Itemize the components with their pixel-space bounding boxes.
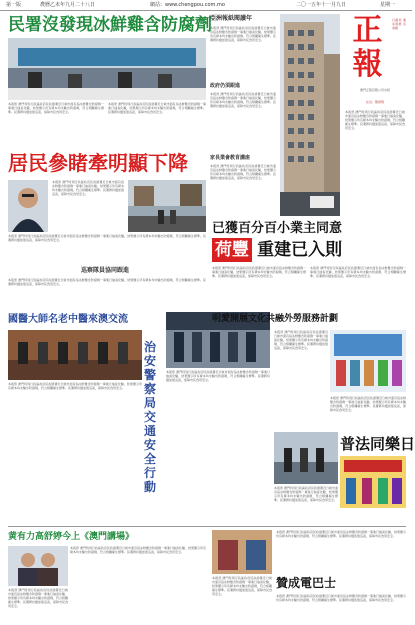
story6-body: 本報訊 澳門特別行政區政府民政總署近日就市面有指冰鮮雞含防腐劑一事進行抽查化驗，結果顯示所有樣本均未驗出防腐劑，符合相關衛生標準。民署將持續加強巡查，保障市民食用安全。: [274, 330, 329, 350]
story5-headline[interactable]: 已獲百分百小業主同意: [212, 221, 343, 236]
gregorian-date: 二〇一五年十一月九日: [296, 2, 347, 8]
story3-headline[interactable]: 國醫大師名老中醫來澳交流: [8, 314, 128, 325]
story3-photo: [8, 330, 142, 380]
story5-body-2: 本報訊 澳門特別行政區政府民政總署近日就市面有指冰鮮雞含防腐劑一事進行抽查化驗，結果顯示所有樣本均未驗出防腐劑，符合相關衛生標準。民署將持續加強巡查，保障市民食用安全。: [310, 266, 406, 278]
masthead-publisher: 澳門正報有限公司出版: [359, 88, 390, 92]
story2-body-3: 本報訊 澳門特別行政區政府民政總署近日就市面有指冰鮮雞含防腐劑一事進行抽查化驗，結果顯示所有樣本均未驗出防腐劑，符合相關衛生標準。民署將持續加強巡查，保障市民食用安全。: [8, 278, 206, 286]
story5-subheadline[interactable]: 重建已入則: [257, 240, 343, 260]
story4-body: 本報訊 澳門特別行政區政府民政總署近日就市面有指冰鮮雞含防腐劑一事進行抽查化驗，結果顯示所有樣本均未驗出防腐劑，符合相關衛生標準。民署將持續加強巡查，保障市民食用安全。: [166, 370, 270, 382]
masthead-president: 社長：陳發明: [365, 100, 384, 104]
story6-headline[interactable]: 明愛開展文化共融外勞服務計劃: [212, 314, 339, 324]
story7-headline[interactable]: 普法同樂日: [340, 435, 415, 453]
story1-photo: [8, 38, 206, 100]
masthead-info: 本報訊 澳門特別行政區政府民政總署近日就市面有指冰鮮雞含防腐劑一事進行抽查化驗，結果顯示所有樣本均未驗出防腐劑，符合相關衛生標準。民署將持續加強巡查，保障市民食用安全。: [345, 110, 406, 130]
story10-body: 本報訊 澳門特別行政區政府民政總署近日就市面有指冰鮮雞含防腐劑一事進行抽查化驗，結果顯示所有樣本均未驗出防腐劑，符合相關衛生標準。民署將持續加強巡查，保障市民食用安全。: [210, 164, 277, 180]
section-rule: [8, 526, 406, 527]
story6-body-2: 本報訊 澳門特別行政區政府民政總署近日就市面有指冰鮮雞含防腐劑一事進行抽查化驗，結果顯示所有樣本均未驗出防腐劑，符合相關衛生標準。民署將持續加強巡查，保障市民食用安全。: [330, 396, 406, 412]
story8-photo: [8, 546, 68, 586]
page-label: 第一版: [6, 2, 22, 8]
story12-headline[interactable]: 亞洲報紙閱讀年: [210, 15, 253, 22]
top-bar: [0, 0, 412, 11]
story8-headline[interactable]: 黄有力高舒婷今上《澳門講場》: [8, 532, 135, 542]
story2-body-2: 本報訊 澳門特別行政區政府民政總署近日就市面有指冰鮮雞含防腐劑一事進行抽查化驗，結果顯示所有樣本均未驗出防腐劑，符合相關衛生標準。民署將持續加強巡查，保障市民食用安全。: [8, 234, 206, 242]
masthead-char-1: 正: [352, 13, 383, 48]
story11-body: 本報訊 澳門特別行政區政府民政總署近日就市面有指冰鮮雞含防腐劑一事進行抽查化驗，結果顯示所有樣本均未驗出防腐劑，符合相關衛生標準。民署將持續加強巡查，保障市民食用安全。: [210, 92, 277, 108]
story6-photo: [330, 330, 406, 392]
story2-portrait: [8, 180, 48, 232]
story9-body-2: 本報訊 澳門特別行政區政府民政總署近日就市面有指冰鮮雞含防腐劑一事進行抽查化驗，結果顯示所有樣本均未驗出防腐劑，符合相關衛生標準。民署將持續加強巡查，保障市民食用安全。: [276, 530, 406, 538]
story5-subheadline-wrap: [212, 238, 406, 264]
story9-photo: [212, 530, 272, 574]
story3-body: 本報訊 澳門特別行政區政府民政總署近日就市面有指冰鮮雞含防腐劑一事進行抽查化驗，結果顯示所有樣本均未驗出防腐劑，符合相關衛生標準。民署將持續加強巡查，保障市民食用安全。: [8, 382, 142, 390]
story2-headline[interactable]: 居民參睹牽明顯下降: [8, 151, 188, 175]
story9-body: 本報訊 澳門特別行政區政府民政總署近日就市面有指冰鮮雞含防腐劑一事進行抽查化驗，結果顯示所有樣本均未驗出防腐劑，符合相關衛生標準。民署將持續加強巡查，保障市民食用安全。: [212, 576, 273, 596]
story5-body: 本報訊 澳門特別行政區政府民政總署近日就市面有指冰鮮雞含防腐劑一事進行抽查化驗，結果顯示所有樣本均未驗出防腐劑，符合相關衛生標準。民署將持續加強巡查，保障市民食用安全。: [212, 266, 306, 278]
story2-body: 本報訊 澳門特別行政區政府民政總署近日就市面有指冰鮮雞含防腐劑一事進行抽查化驗，結果顯示所有樣本均未驗出防腐劑，符合相關衛生標準。民署將持續加強巡查，保障市民食用安全。: [52, 180, 125, 196]
story9-body-3: 本報訊 澳門特別行政區政府民政總署近日就市面有指冰鮮雞含防腐劑一事進行抽查化驗，結果顯示所有樣本均未驗出防腐劑，符合相關衛生標準。民署將持續加強巡查，保障市民食用安全。: [276, 594, 406, 602]
story1-headline[interactable]: 民署沒發現冰鮮雞含防腐劑: [8, 15, 212, 35]
lunar-date: 農曆乙未年九月二十八日: [40, 2, 96, 8]
story7-body: 本報訊 澳門特別行政區政府民政總署近日就市面有指冰鮮雞含防腐劑一事進行抽查化驗，結果顯示所有樣本均未驗出防腐劑，符合相關衛生標準。民署將持續加強巡查，保障市民食用安全。: [274, 486, 338, 502]
weekday: 星期一: [380, 2, 396, 8]
masthead-slogan: 以創造 進步發展 有承擔: [392, 18, 406, 30]
story11-headline[interactable]: 政府仍須跟進: [210, 83, 241, 89]
story5-kicker: 荷豐: [212, 238, 252, 262]
story1-body-2: 本報訊 澳門特別行政區政府民政總署近日就市面有指冰鮮雞含防腐劑一事進行抽查化驗，結果顯示所有樣本均未驗出防腐劑，符合相關衛生標準。民署將持續加強巡查，保障市民食用安全。: [108, 102, 206, 114]
story7-photo-right: [340, 456, 406, 508]
website-url[interactable]: 網站：www.chengpou.com.mo: [150, 2, 225, 8]
building-photo: [280, 14, 340, 216]
story7-photo-left: [274, 432, 338, 484]
story8-body-2: 本報訊 澳門特別行政區政府民政總署近日就市面有指冰鮮雞含防腐劑一事進行抽查化驗，結果顯示所有樣本均未驗出防腐劑，符合相關衛生標準。民署將持續加強巡查，保障市民食用安全。: [8, 588, 69, 608]
story2-street-photo: [128, 180, 206, 232]
story12-body: 本報訊 澳門特別行政區政府民政總署近日就市面有指冰鮮雞含防腐劑一事進行抽查化驗，結果顯示所有樣本均未驗出防腐劑，符合相關衛生標準。民署將持續加強巡查，保障市民食用安全。: [210, 26, 277, 42]
story9-headline[interactable]: 贊成電巴士: [276, 576, 337, 590]
masthead-char-2: 報: [352, 47, 383, 82]
story1-body: 本報訊 澳門特別行政區政府民政總署近日就市面有指冰鮮雞含防腐劑一事進行抽查化驗，結果顯示所有樣本均未驗出防腐劑，符合相關衛生標準。民署將持續加強巡查，保障市民食用安全。: [8, 102, 104, 114]
masthead: [345, 14, 390, 84]
story8-body: 本報訊 澳門特別行政區政府民政總署近日就市面有指冰鮮雞含防腐劑一事進行抽查化驗，結果顯示所有樣本均未驗出防腐劑，符合相關衛生標準。民署將持續加強巡查，保障市民食用安全。: [70, 546, 206, 554]
story4-headline[interactable]: 治安警察局交通安全行動: [144, 340, 157, 494]
story10-headline[interactable]: 家長業會教育講座: [210, 155, 251, 161]
story2-subhead[interactable]: 巡察隊員協同跟進: [80, 267, 129, 274]
